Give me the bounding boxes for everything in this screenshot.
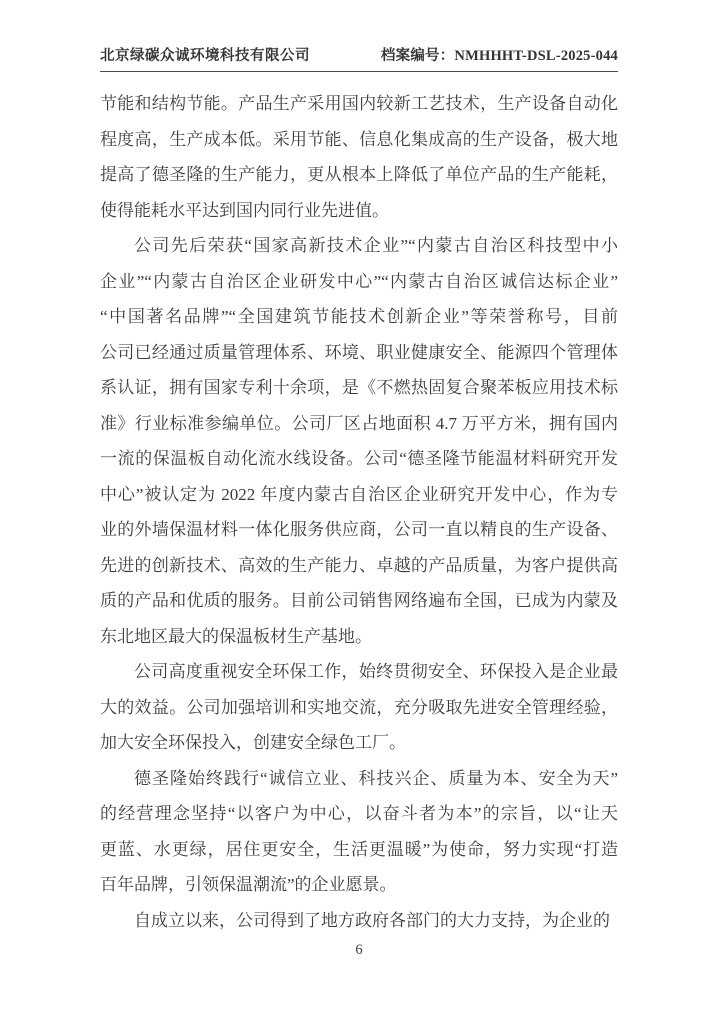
text-line: 中心”被认定为 2022 年度内蒙古自治区企业研究开发中心，作为专: [100, 484, 618, 504]
text-line: 系认证，拥有国家专利十余项，是《不燃热固复合聚苯板应用技术标: [100, 378, 618, 397]
text-line: 自成立以来，公司得到了地方政府各部门的大力支持，为企业的: [134, 910, 610, 930]
text-line: 更蓝、水更绿，居住更安全，生活更温暖”为使命，努力实现“打造: [100, 839, 618, 859]
text-line: “中国著名品牌”“全国建筑节能技术创新企业”等荣誉称号，目前: [100, 307, 618, 326]
text-line: 加大安全环保投入，创建安全绿色工厂。: [100, 733, 406, 752]
text-line: 的经营理念坚持“以客户为中心，以奋斗者为本”的宗旨，以“让天: [100, 804, 618, 823]
page-number: 6: [355, 942, 363, 958]
document-body: [100, 86, 618, 938]
header-file-number: [381, 44, 618, 65]
text-line: 程度高，生产成本低。采用节能、信息化集成高的生产设备，极大地: [100, 129, 618, 149]
text-line: 百年品牌，引领保温潮流”的企业愿景。: [100, 875, 397, 894]
text-line: 提高了德圣隆的生产能力，更从根本上降低了单位产品的生产能耗，: [100, 165, 618, 184]
text-line: 节能和结构节能。产品生产采用国内较新工艺技术，生产设备自动化: [100, 94, 618, 113]
text-line: 公司先后荣获“国家高新技术企业”“内蒙古自治区科技型中小: [134, 236, 618, 255]
file-number-label: 档案编号：: [380, 48, 455, 64]
text-line: 东北地区最大的保温板材生产基地。: [100, 626, 372, 646]
paragraph: [100, 654, 618, 761]
text-line: 先进的创新技术、高效的生产能力、卓越的产品质量，为客户提供高: [100, 555, 618, 575]
text-line: 德圣隆始终践行“诚信立业、科技兴企、质量为本、安全为天”: [134, 768, 618, 788]
paragraph: [100, 86, 618, 228]
text-line: 一流的保温板自动化流水线设备。公司“德圣隆节能温材料研究开发: [100, 449, 618, 468]
text-line: 大的效益。公司加强培训和实地交流，充分吸取先进安全管理经验，: [100, 697, 618, 717]
text-line: 质的产品和优质的服务。目前公司销售网络遍布全国，已成为内蒙及: [100, 591, 618, 610]
header-company-name: 北京绿碳众诚环境科技有限公司: [100, 48, 310, 64]
text-line: 使得能耗水平达到国内同行业先进值。: [100, 200, 389, 220]
page-footer: [100, 942, 618, 959]
paragraph: [100, 228, 618, 654]
page-header: [100, 44, 618, 72]
text-line: 准》行业标准参编单位。公司厂区占地面积 4.7 万平方米，拥有国内: [100, 413, 618, 433]
text-line: 业的外墙保温材料一体化服务供应商，公司一直以精良的生产设备、: [100, 520, 618, 539]
text-line: 公司高度重视安全环保工作，始终贯彻安全、环保投入是企业最: [134, 662, 618, 681]
text-line: 企业”“内蒙古自治区企业研发中心”“内蒙古自治区诚信达标企业”: [100, 271, 618, 291]
text-line: 公司已经通过质量管理体系、环境、职业健康安全、能源四个管理体: [100, 342, 618, 362]
file-number-value: NMHHHT-DSL-2025-044: [454, 48, 618, 64]
paragraph: [100, 903, 618, 939]
paragraph: [100, 761, 618, 903]
